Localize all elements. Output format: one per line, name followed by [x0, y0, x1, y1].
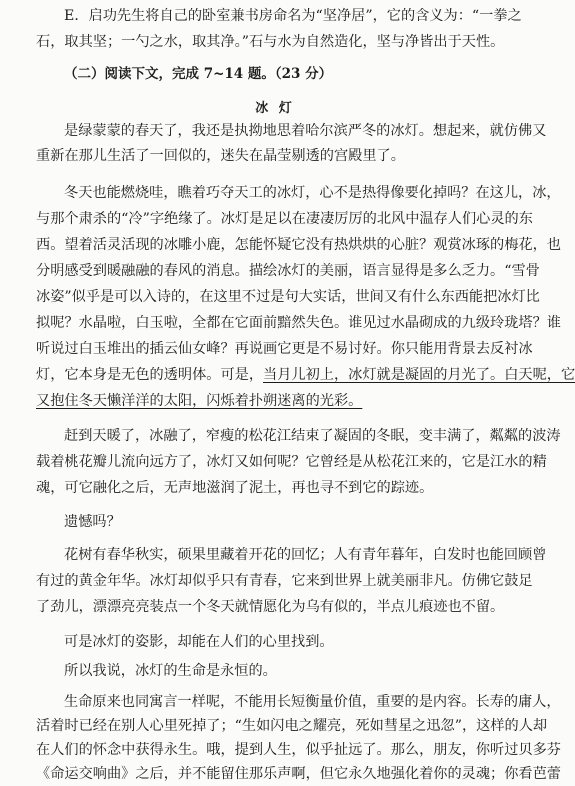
- paragraph-line: 魂，可它融化之后，无声地滋润了泥土，再也寻不到它的踪迹。: [36, 480, 434, 496]
- section-heading: （二）阅读下文，完成 7~14 题。（23 分）: [64, 66, 333, 82]
- paragraph-line: 重新在那儿生活了一回似的，迷失在晶莹剔透的宫殿里了。: [36, 148, 405, 164]
- paragraph-line: 有过的黄金年华。冰灯却似乎只有青春，它来到世界上就美丽非凡。仿佛它鼓足: [36, 573, 533, 589]
- paragraph-line: 《命运交响曲》之后，并不能留住那乐声啊，但它永久地强化着你的灵魂；你看芭蕾: [36, 766, 561, 782]
- paragraph-line: 遗憾吗？: [64, 514, 121, 530]
- paragraph-line: [36, 365, 575, 387]
- paragraph-line: 可是冰灯的姿影，却能在人们的心里找到。: [64, 634, 334, 650]
- paragraph-line: 赶到天暖了，冰融了，窄瘦的松花江结束了凝固的冬眠，变丰满了，粼粼的波涛: [64, 428, 561, 444]
- paragraph-line: 与那个肃杀的“冷”字绝缘了。冰灯是足以在凄凄厉厉的北风中温存人们心灵的东: [36, 211, 533, 227]
- paragraph-line: 分明感受到暖融融的春风的消息。描绘冰灯的美丽，语言显得是多么乏力。“雪骨: [36, 263, 540, 279]
- paragraph-line: 冬天也能燃烧哇，瞧着巧夺天工的冰灯，心不是热得像要化掉吗？在这儿，冰，: [64, 185, 561, 201]
- paragraph-line: 花树有春华秋实，硕果里藏着开花的回忆；人有青年暮年，白发时也能回顾曾: [64, 547, 547, 563]
- paragraph-line: 生命原来也同寓言一样呢，不能用长短衡量价值，重要的是内容。长寿的庸人，: [64, 694, 561, 710]
- paragraph-line: 拟呢？水晶啦，白玉啦，全都在它面前黯然失色。谁见过水晶砌成的九级玲珑塔？谁: [36, 315, 561, 331]
- paragraph-line: 在人们的怀念中获得永生。哦，提到人生，似乎扯远了。那么，朋友，你听过贝多芬: [36, 742, 561, 758]
- paragraph-line: 冰姿”似乎是可以入诗的，在这里不过是句大实话，世间又有什么东西能把冰灯比: [36, 289, 540, 305]
- paragraph-line: 是绿蒙蒙的春天了，我还是执拗地思着哈尔滨严冬的冰灯。想起来，就仿佛又: [64, 123, 547, 139]
- paragraph-line: 听说过白玉堆出的插云仙女峰？再说画它更是不易讨好。你只能用背景去反衬冰: [36, 341, 533, 357]
- underlined-sentence-continued: 又抱住冬天懒洋洋的太阳，闪烁着扑朔迷离的光彩。: [36, 393, 363, 409]
- paragraph-line: 活着时已经在别人心里死掉了；“生如闪电之耀亮，死如彗星之迅忽”，这样的人却: [36, 718, 548, 734]
- paragraph-text: 灯，它本身是无色的透明体。可是，: [36, 367, 264, 383]
- paragraph-line: 所以我说，冰灯的生命是永恒的。: [64, 663, 277, 679]
- essay-title: 冰 灯: [255, 101, 295, 116]
- option-e-line-1: E．启功先生将自己的卧室兼书房命名为“坚净居”，它的含义为：“一拳之: [64, 8, 522, 24]
- paragraph-line: 西。望着活灵活现的冰雕小鹿，怎能怀疑它没有热烘烘的心脏？观赏冰琢的梅花，也: [36, 237, 561, 253]
- underlined-sentence: 当月儿初上，冰灯就是凝固的月光了。白天呢，它: [263, 367, 575, 383]
- option-e-line-2: 石，取其坚；一勺之水，取其净。”石与水为自然造化，坚与净皆出于天性。: [36, 34, 505, 50]
- paragraph-line: 了劲儿，漂漂亮亮装点一个冬天就情愿化为乌有似的，半点儿痕迹也不留。: [36, 599, 505, 615]
- paragraph-line: 载着桃花瓣儿流向远方了，冰灯又如何呢？它曾经是从松花江来的，它是江水的精: [36, 454, 547, 470]
